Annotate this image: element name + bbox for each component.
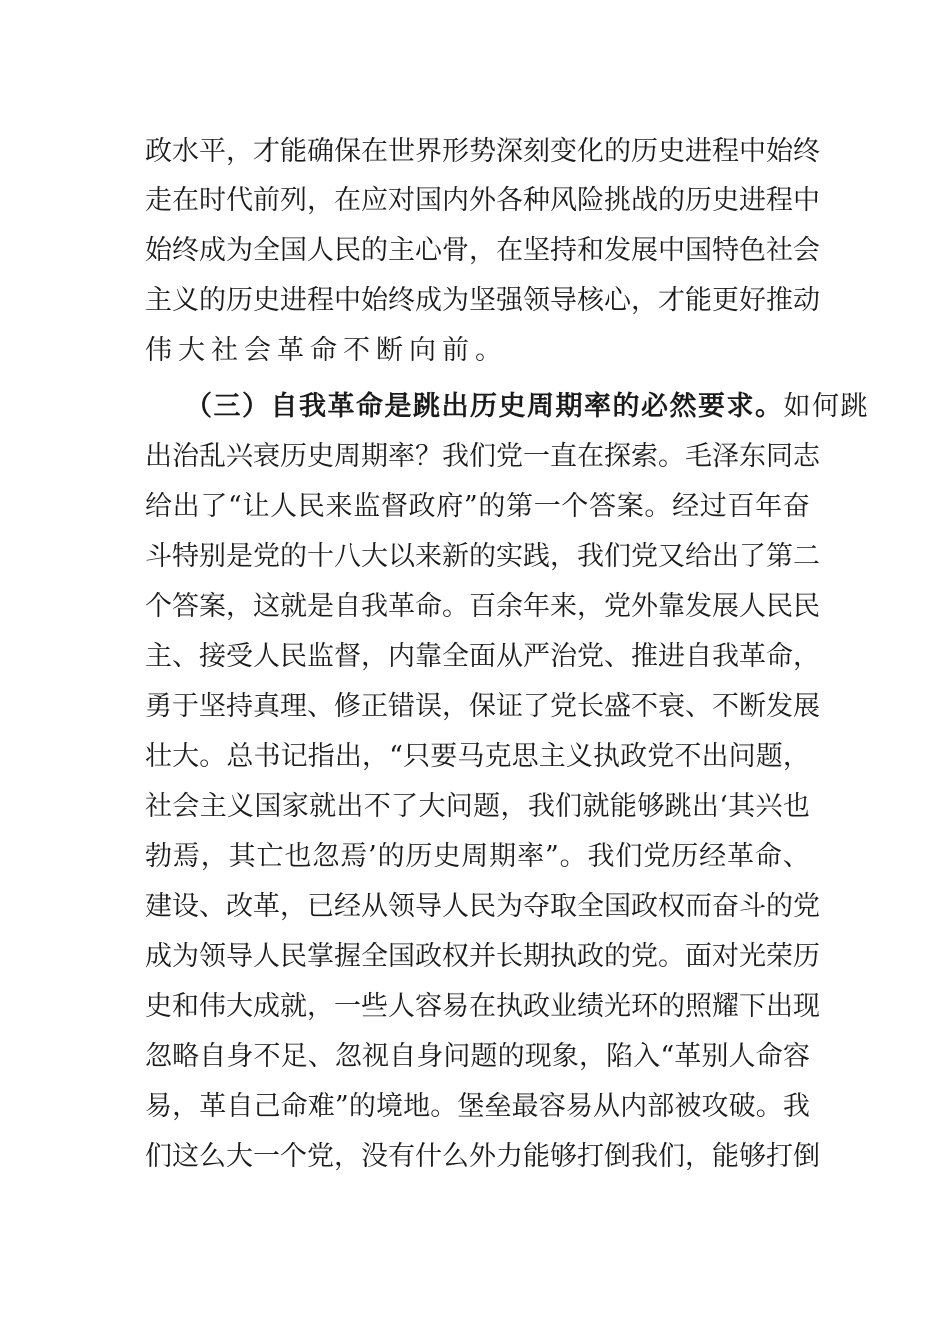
text-line: 个 答 案 ， 这 就 是 自 我 革 命 。 百 余 年 来 ， 党 外 靠 发 展 人 民 民 [145,591,820,622]
text-line: 主 义 的 历 史 进 程 中 始 终 成 为 坚 强 领 导 核 心 ， 才 能 更 好 推 动 [145,285,820,316]
text-line: 给 出 了 “ 让 人 民 来 监 督 政 府 ” 的 第 一 个 答 案 。 经 过 百 年 奋 [145,491,810,522]
heading-tail-text: 如何跳 [783,391,869,422]
section-heading: （三）自我革命是跳出历史周期率的必然要求。 [185,391,784,422]
text-line: 伟大社会革命不断向前。 [145,335,508,366]
text-line: 始 终 成 为 全 国 人 民 的 主 心 骨 ， 在 坚 持 和 发 展 中 国 特 色 社 会 [145,235,820,266]
text-line: 易 ， 革 自 己 命 难 ” 的 境 地 。 堡 垒 最 容 易 从 内 部 被 攻 破 。 我 [145,1091,810,1122]
text-line: 社 会 主 义 国 家 就 出 不 了 大 问 题 ， 我 们 就 能 够 跳 出 ‘ 其 兴 也 [145,791,810,822]
text-line: 们 这 么 大 一 个 党 ， 没 有 什 么 外 力 能 够 打 倒 我 们 ， 能 够 打 倒 [145,1141,820,1172]
section-heading-line [185,387,869,427]
text-line: 史 和 伟 大 成 就 ， 一 些 人 容 易 在 执 政 业 绩 光 环 的 照 耀 下 出 现 [145,991,820,1022]
text-line: 走 在 时 代 前 列 ， 在 应 对 国 内 外 各 种 风 险 挑 战 的 历 史 进 程 中 [145,185,820,216]
text-line: 斗 特 别 是 党 的 十 八 大 以 来 新 的 实 践 ， 我 们 党 又 给 出 了 第 二 [145,541,820,572]
text-line: 忽 略 自 身 不 足 、 忽 视 自 身 问 题 的 现 象 ， 陷 入 “ 革 别 人 命 容 [145,1041,810,1072]
text-line: 出 治 乱 兴 衰 历 史 周 期 率 ？ 我 们 党 一 直 在 探 索 。 毛 泽 东 同 志 [145,441,820,472]
text-line: 勃 焉 ， 其 亡 也 忽 焉 ’ 的 历 史 周 期 率 ” 。 我 们 党 历 经 革 命 、 [145,841,810,872]
text-line: 成 为 领 导 人 民 掌 握 全 国 政 权 并 长 期 执 政 的 党 。 面 对 光 荣 历 [145,941,820,972]
text-line: 建 设 、 改 革 ， 已 经 从 领 导 人 民 为 夺 取 全 国 政 权 而 奋 斗 的 党 [145,891,820,922]
text-line: 主 、 接 受 人 民 监 督 ， 内 靠 全 面 从 严 治 党 、 推 进 自 我 革 命 ， [145,641,820,672]
text-line: 政 水 平 ， 才 能 确 保 在 世 界 形 势 深 刻 变 化 的 历 史 进 程 中 始 终 [145,136,820,167]
text-line: 壮 大 。 总 书 记 指 出 ， “ 只 要 马 克 思 主 义 执 政 党 不 出 问 题 ， [145,741,810,772]
text-line: 勇 于 坚 持 真 理 、 修 正 错 误 ， 保 证 了 党 长 盛 不 衰 、 不 断 发 展 [145,691,820,722]
